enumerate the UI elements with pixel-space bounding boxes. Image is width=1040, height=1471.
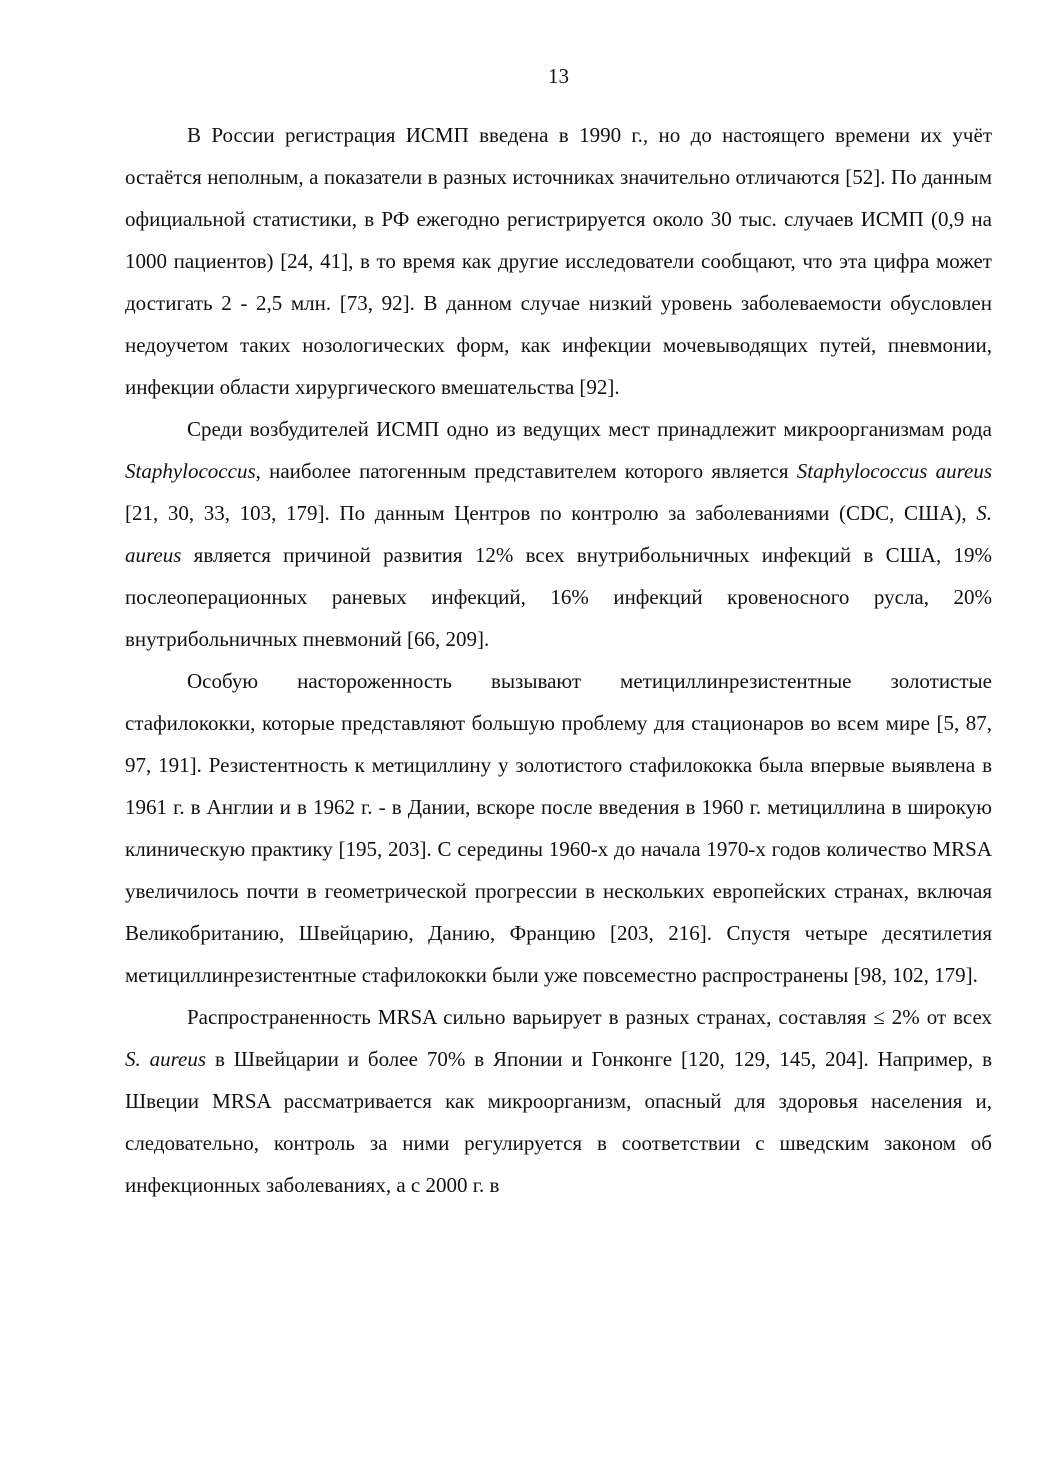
paragraph-text: В России регистрация ИСМП введена в 1990 г., но до настоящего времени их учёт остаётся неполным, а показатели в разных источниках значительно отличаются [52]. По данным официальной статистики, в РФ ежегодно регистрируется около 30 тыс. случаев ИСМП (0,9 на 1000 пациентов) [24, 41], в то время как другие исследователи сообщают, что эта цифра может достигать 2 - 2,5 млн. [73, 92]. В данном случае низкий уровень заболеваемости обусловлен недоучетом таких нозологических форм, как инфекции мочевыводящих путей, пневмонии, инфекции области хирургического вмешательства [92].: [125, 123, 992, 399]
paragraph-text: Особую настороженность вызывают метициллинрезистентные золотистые стафилококки, которые представляют большую проблему для стационаров во всем мире [5, 87, 97, 191]. Резистентность к метициллину у золотистого стафилококка была впервые выявлена в 1961 г. в Англии и в 1962 г. - в Дании, вскоре после введения в 1960 г. метициллина в широкую клиническую практику [195, 203]. С середины 1960-х до начала 1970-х годов количество MRSA увеличилось почти в геометрической прогрессии в нескольких европейских странах, включая Великобританию, Швейцарию, Данию, Францию [203, 216]. Спустя четыре десятилетия метициллинрезистентные стафилококки были уже повсеместно распространены [98, 102, 179].: [125, 669, 992, 987]
paragraph-text: [21, 30, 33, 103, 179]. По данным Центров по контролю за заболеваниями (CDC, США),: [125, 501, 977, 525]
page-number: 13: [548, 64, 569, 88]
paragraph-text: в Швейцарии и более 70% в Японии и Гонконге [120, 129, 145, 204]. Например, в Швеции MRSA рассматривается как микроорганизм, опасный для здоровья населения и, следовательно, контроль за ними регулируется в соответствии с шведским законом об инфекционных заболеваниях, а с 2000 г. в: [125, 1047, 992, 1197]
paragraph-mrsa-prevalence: [125, 996, 992, 1206]
species-abbrev-italic: S. aureus: [125, 501, 992, 567]
species-name-italic: Staphylococcus aureus: [796, 459, 992, 483]
paragraph-text: , наиболее патогенным представителем которого является: [255, 459, 797, 483]
paragraph-text: Распространенность MRSA сильно варьирует в разных странах, составляя ≤ 2% от всех: [187, 1005, 992, 1029]
paragraph-mrsa-history: [125, 660, 992, 996]
paragraph-registration-russia: [125, 114, 992, 408]
genus-name-italic: Staphylococcus: [125, 459, 256, 483]
paragraph-staphylococcus-pathogens: [125, 408, 992, 660]
paragraph-text: Среди возбудителей ИСМП одно из ведущих мест принадлежит микроорганизмам рода: [187, 417, 992, 441]
paragraph-text: является причиной развития 12% всех внутрибольничных инфекций в США, 19% послеоперационных раневых инфекций, 16% инфекций кровеносного русла, 20% внутрибольничных пневмоний [66, 209].: [125, 543, 992, 651]
species-abbrev-italic: S. aureus: [125, 1047, 207, 1071]
document-body: [125, 114, 992, 1206]
